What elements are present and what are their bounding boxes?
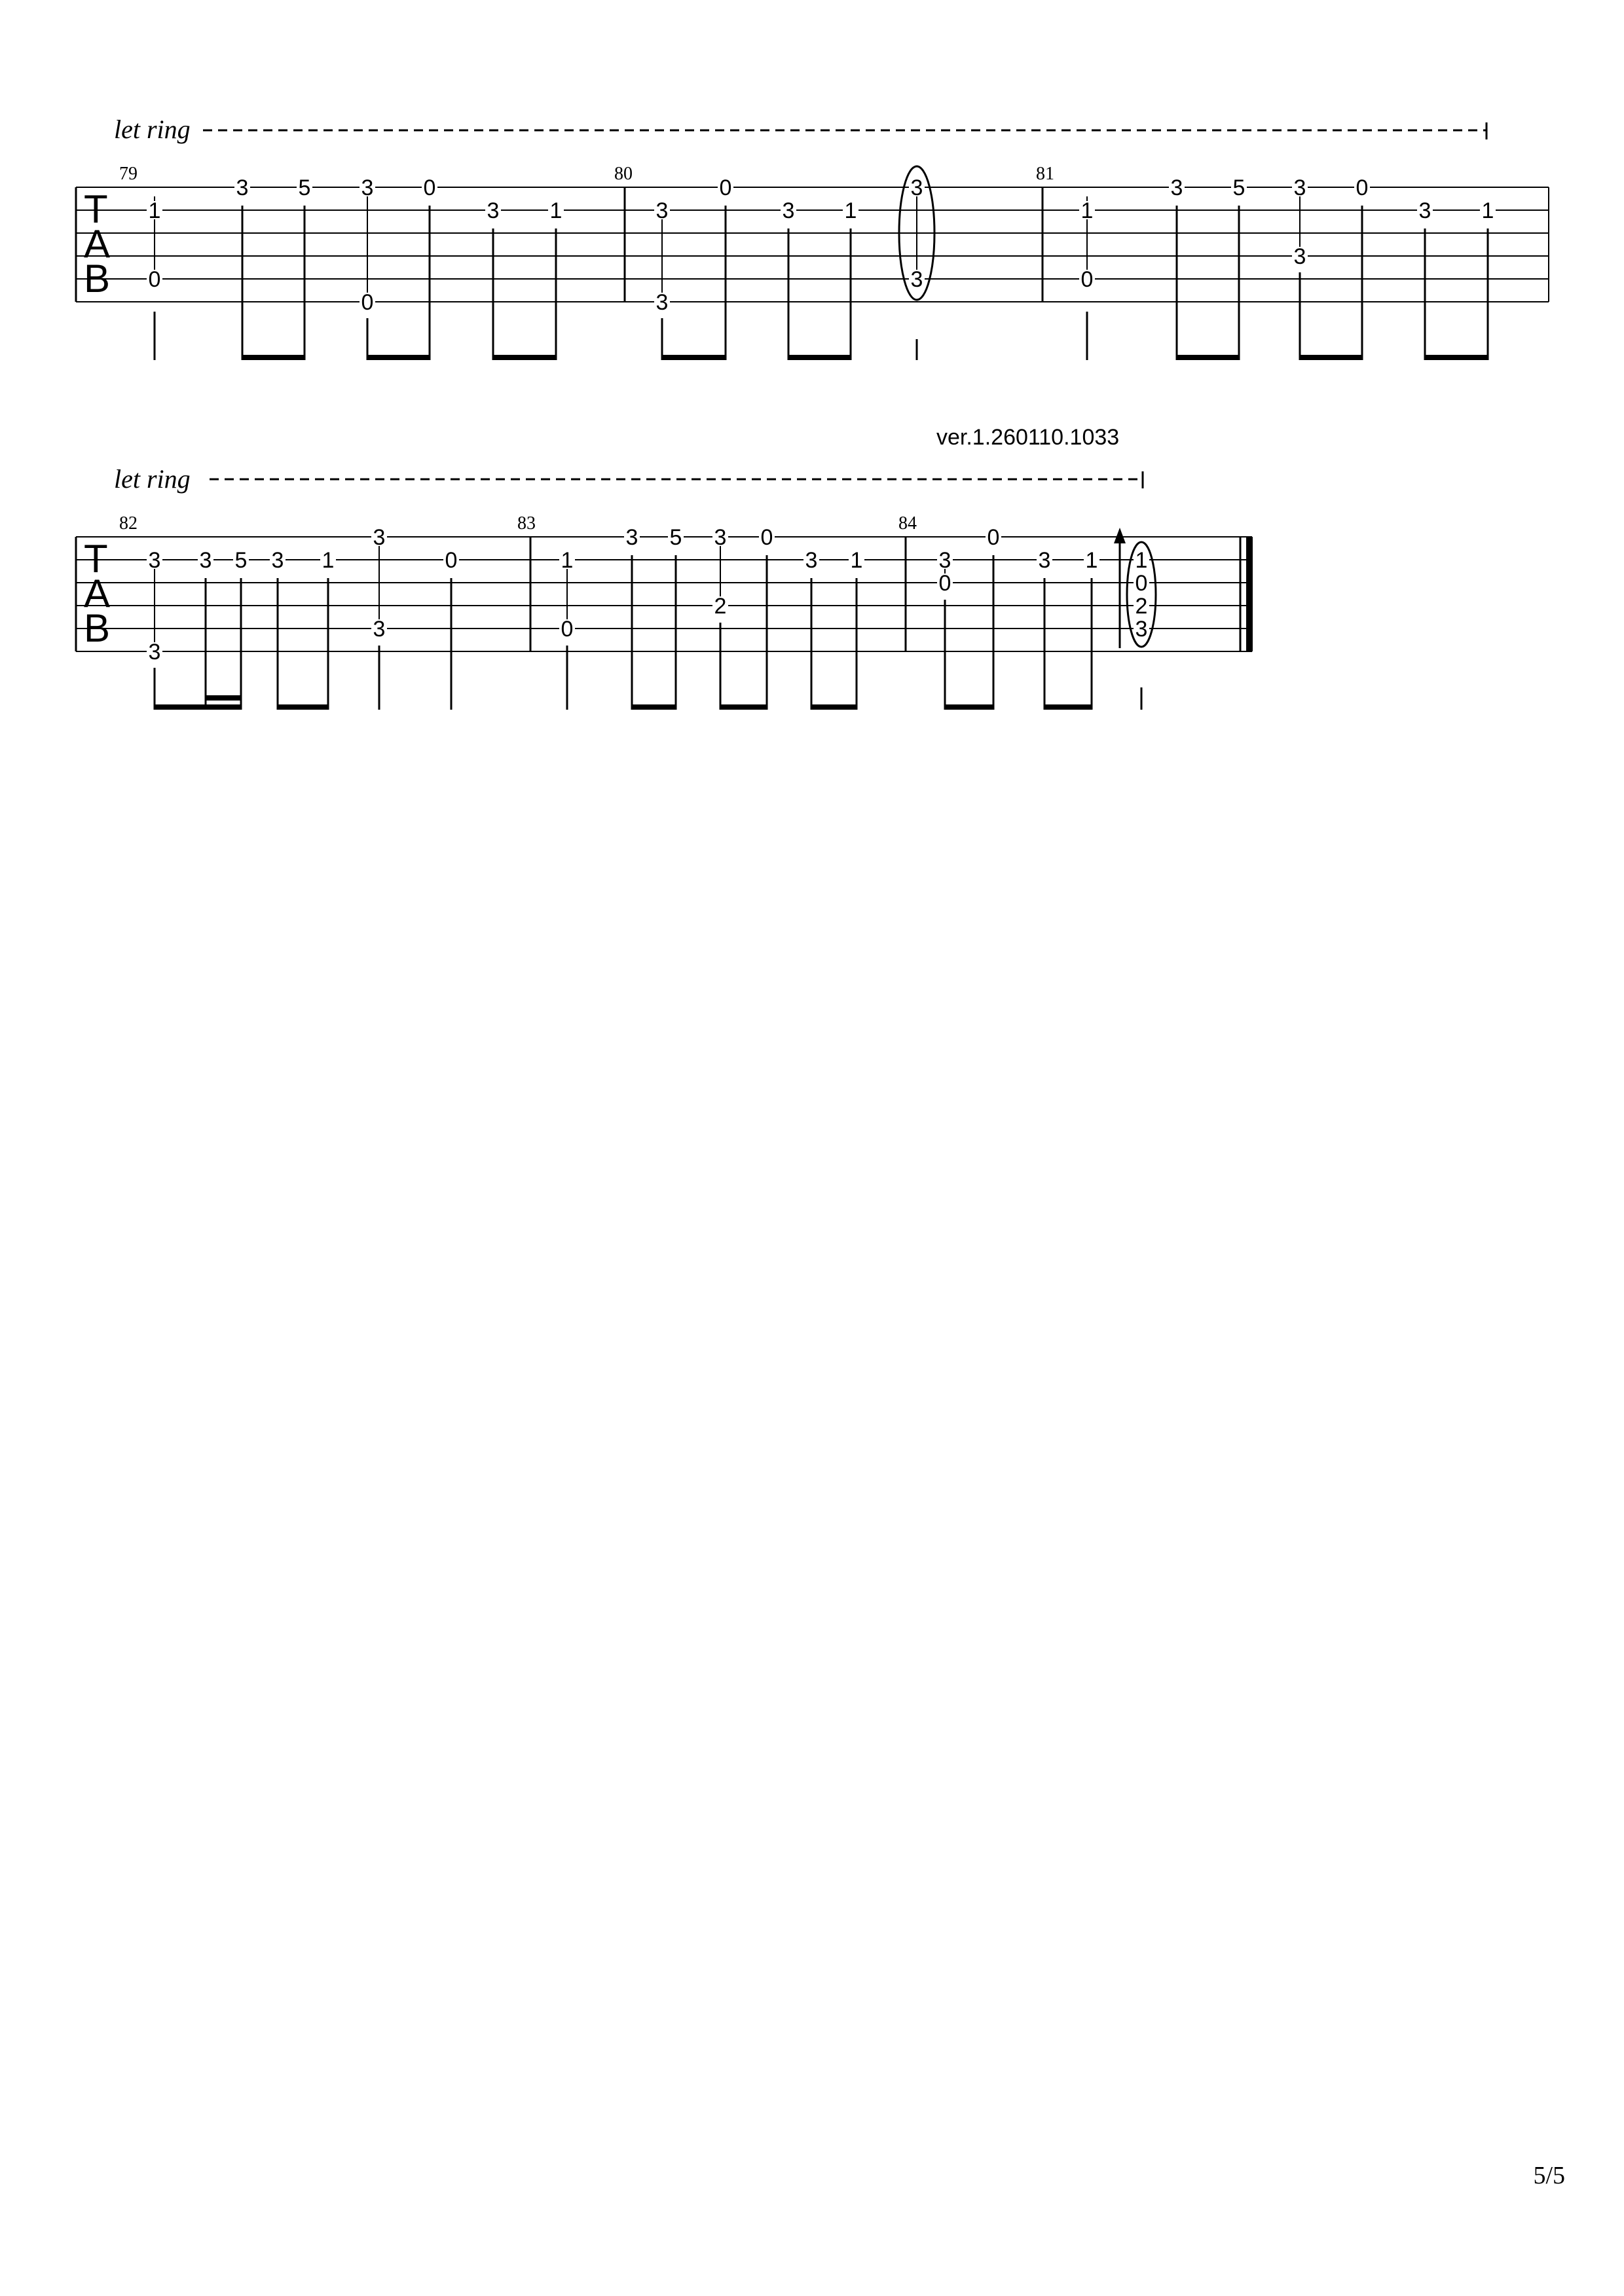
measure-80 xyxy=(614,164,934,360)
fret-number: 3 xyxy=(714,525,727,550)
svg-text:T: T xyxy=(84,537,108,581)
fret-number: 3 xyxy=(148,640,161,665)
fret-number: 1 xyxy=(1135,548,1148,573)
final-barline-thick xyxy=(1246,537,1253,651)
measure-82 xyxy=(119,513,459,710)
fret-number: 3 xyxy=(361,175,374,200)
measure-number: 84 xyxy=(898,513,917,534)
let-ring-label: let ring xyxy=(114,464,191,494)
fret-number: 1 xyxy=(844,198,857,223)
fret-number: 1 xyxy=(1080,198,1094,223)
fret-number: 0 xyxy=(445,548,458,573)
tab-clef xyxy=(84,537,110,650)
fret-number: 3 xyxy=(910,175,923,200)
staff-lines xyxy=(76,537,1252,651)
fret-number: 3 xyxy=(625,525,638,550)
let-ring-label: let ring xyxy=(114,115,191,144)
fret-number: 3 xyxy=(1418,198,1431,223)
fret-number: 3 xyxy=(1293,244,1306,269)
tab-clef xyxy=(84,187,110,301)
fret-number: 0 xyxy=(148,267,161,292)
fret-number: 0 xyxy=(938,571,951,596)
version-label: ver.1.260110.1033 xyxy=(936,425,1120,450)
fret-number: 3 xyxy=(236,175,249,200)
fret-number: 1 xyxy=(148,198,161,223)
fret-number: 0 xyxy=(1080,267,1094,292)
fret-number: 1 xyxy=(1481,198,1494,223)
svg-text:A: A xyxy=(84,572,111,615)
fret-number: 2 xyxy=(1135,594,1148,619)
fret-number: 3 xyxy=(938,548,951,573)
fret-number: 0 xyxy=(760,525,773,550)
svg-text:T: T xyxy=(84,187,108,231)
measure-number: 82 xyxy=(119,513,138,534)
fret-number: 3 xyxy=(910,267,923,292)
fret-number: 3 xyxy=(148,548,161,573)
measure-number: 83 xyxy=(517,513,536,534)
fret-number: 0 xyxy=(361,290,374,315)
tab-system-1 xyxy=(76,115,1549,360)
page-number: 5/5 xyxy=(1533,2162,1565,2189)
fret-number: 5 xyxy=(298,175,311,200)
fret-number: 0 xyxy=(719,175,732,200)
fret-number: 0 xyxy=(561,617,574,642)
fret-number: 5 xyxy=(234,548,248,573)
strum-arrow-head xyxy=(1114,528,1126,543)
fret-number: 3 xyxy=(1135,617,1148,642)
fret-number: 3 xyxy=(782,198,795,223)
measure-number: 79 xyxy=(119,164,138,184)
fret-number: 0 xyxy=(1356,175,1369,200)
fret-number: 1 xyxy=(561,548,574,573)
measure-83 xyxy=(517,513,864,710)
measure-84 xyxy=(898,513,1156,710)
fret-number: 3 xyxy=(655,290,669,315)
svg-text:B: B xyxy=(84,606,111,650)
fret-number: 1 xyxy=(549,198,563,223)
measure-81 xyxy=(1036,164,1496,360)
fret-number: 0 xyxy=(423,175,436,200)
svg-text:A: A xyxy=(84,222,111,266)
fret-number: 3 xyxy=(1038,548,1051,573)
fret-number: 3 xyxy=(805,548,818,573)
fret-number: 0 xyxy=(987,525,1000,550)
fret-number: 2 xyxy=(714,594,727,619)
fret-number: 3 xyxy=(373,617,386,642)
fret-number: 3 xyxy=(1293,175,1306,200)
measure-number: 81 xyxy=(1036,164,1054,184)
fret-number: 3 xyxy=(487,198,500,223)
fret-number: 1 xyxy=(322,548,335,573)
fret-number: 3 xyxy=(199,548,212,573)
fret-number: 1 xyxy=(1085,548,1098,573)
fret-number: 5 xyxy=(1232,175,1246,200)
fret-number: 0 xyxy=(1135,571,1148,596)
measure-number: 80 xyxy=(614,164,633,184)
fret-number: 3 xyxy=(655,198,669,223)
fret-number: 3 xyxy=(1170,175,1183,200)
measure-79 xyxy=(119,164,564,360)
fret-number: 5 xyxy=(669,525,682,550)
svg-text:B: B xyxy=(84,257,111,301)
fret-number: 3 xyxy=(373,525,386,550)
fret-number: 3 xyxy=(271,548,284,573)
fret-number: 1 xyxy=(850,548,863,573)
staff-lines xyxy=(76,187,1549,302)
tab-system-2 xyxy=(76,464,1253,710)
